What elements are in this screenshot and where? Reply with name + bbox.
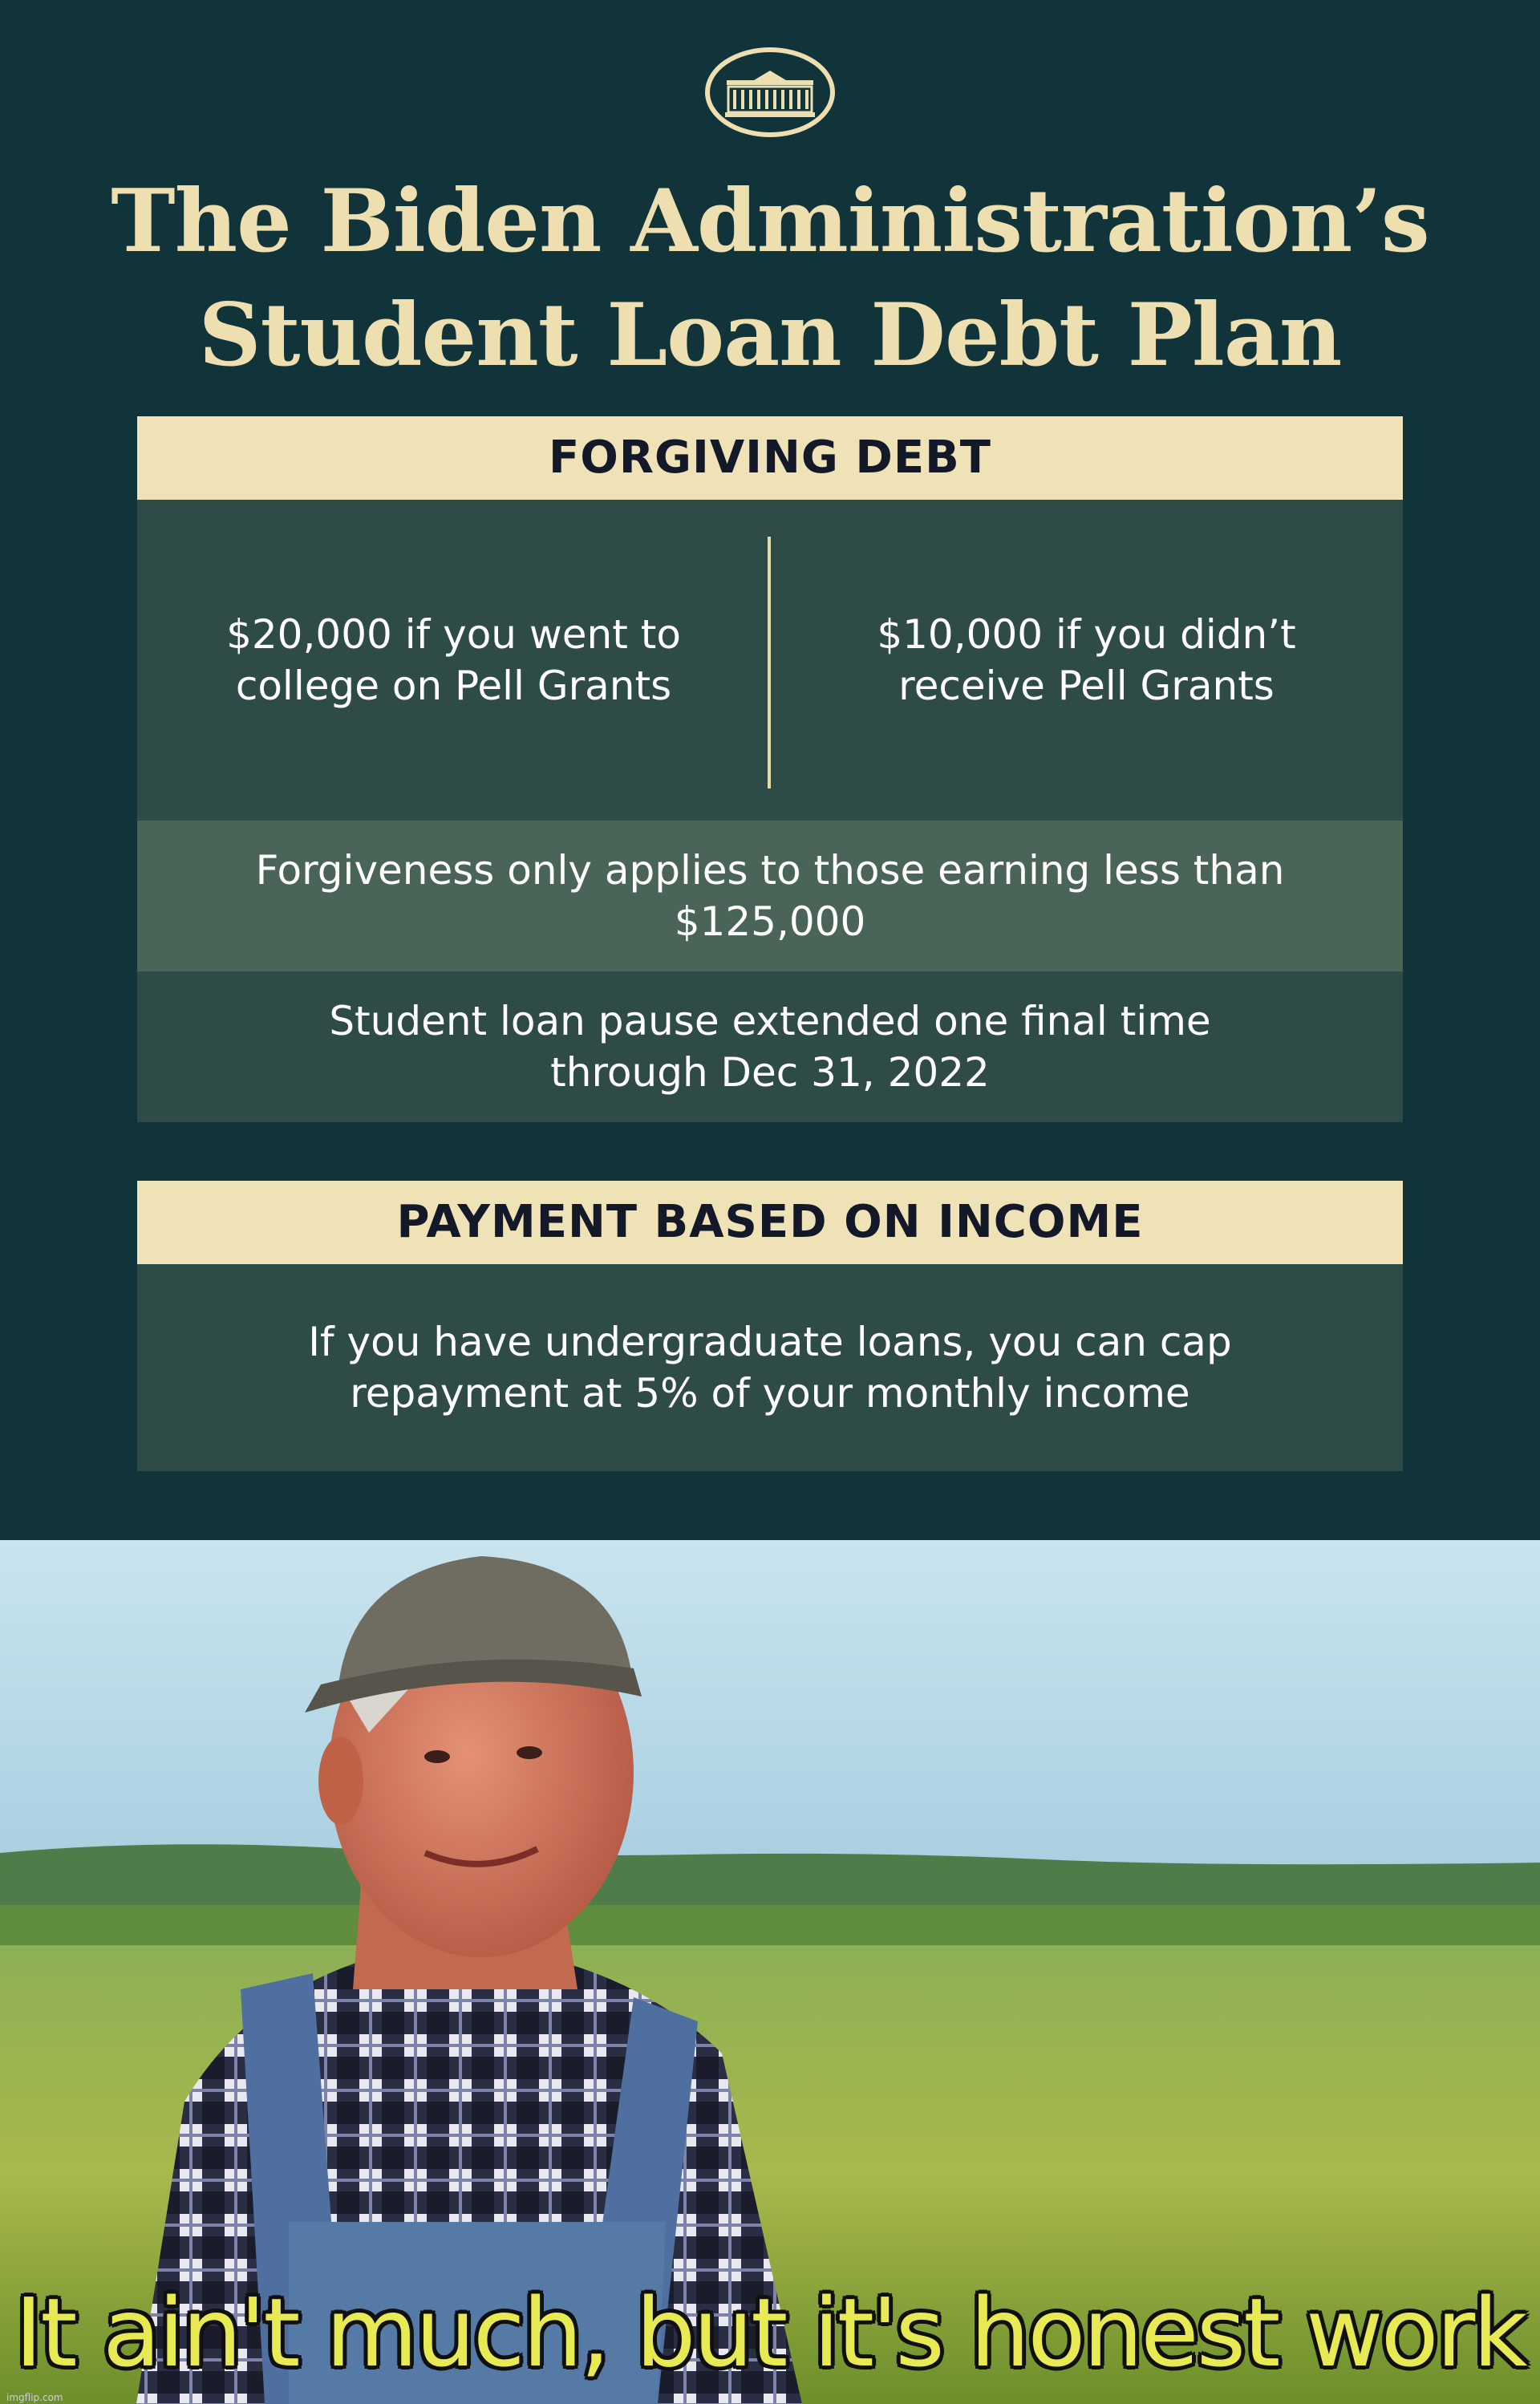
- loan-pause-text: Student loan pause extended one final time through Dec 31, 2022: [329, 998, 1211, 1096]
- income-limit-text: Forgiveness only applies to those earning less than $125,000: [255, 847, 1285, 945]
- forgiving-debt-header: FORGIVING DEBT: [137, 416, 1403, 500]
- eye-left: [424, 1750, 450, 1763]
- forgiveness-amounts-panel: [137, 500, 1403, 821]
- white-house-seal-icon: [704, 47, 836, 138]
- meme-caption: It ain't much, but it's honest work: [14, 2277, 1526, 2388]
- income-limit-panel: [137, 821, 1403, 971]
- eye-right: [517, 1746, 542, 1759]
- watermark: imgflip.com: [6, 2392, 63, 2403]
- page-title: [48, 164, 1492, 392]
- ear: [318, 1737, 363, 1825]
- no-pell-grant-column: [770, 500, 1403, 821]
- headline-line-1: The Biden Administration’s: [111, 171, 1429, 272]
- payment-based-on-income-header: PAYMENT BASED ON INCOME: [137, 1181, 1403, 1264]
- pell-grant-column: [137, 500, 770, 821]
- meme-photo: [0, 1540, 1540, 2404]
- sky: [0, 1540, 1540, 1877]
- income-cap-text: If you have undergraduate loans, you can cap repayment at 5% of your monthly income: [308, 1319, 1232, 1417]
- loan-pause-panel: [137, 971, 1403, 1122]
- pell-grant-text: $20,000 if you went to college on Pell Grants: [226, 611, 681, 709]
- no-pell-grant-text: $10,000 if you didn’t receive Pell Grants: [877, 611, 1296, 709]
- farmer-field-illustration: [0, 1540, 1540, 2404]
- income-cap-panel: [137, 1264, 1403, 1471]
- headline-line-2: Student Loan Debt Plan: [198, 285, 1342, 386]
